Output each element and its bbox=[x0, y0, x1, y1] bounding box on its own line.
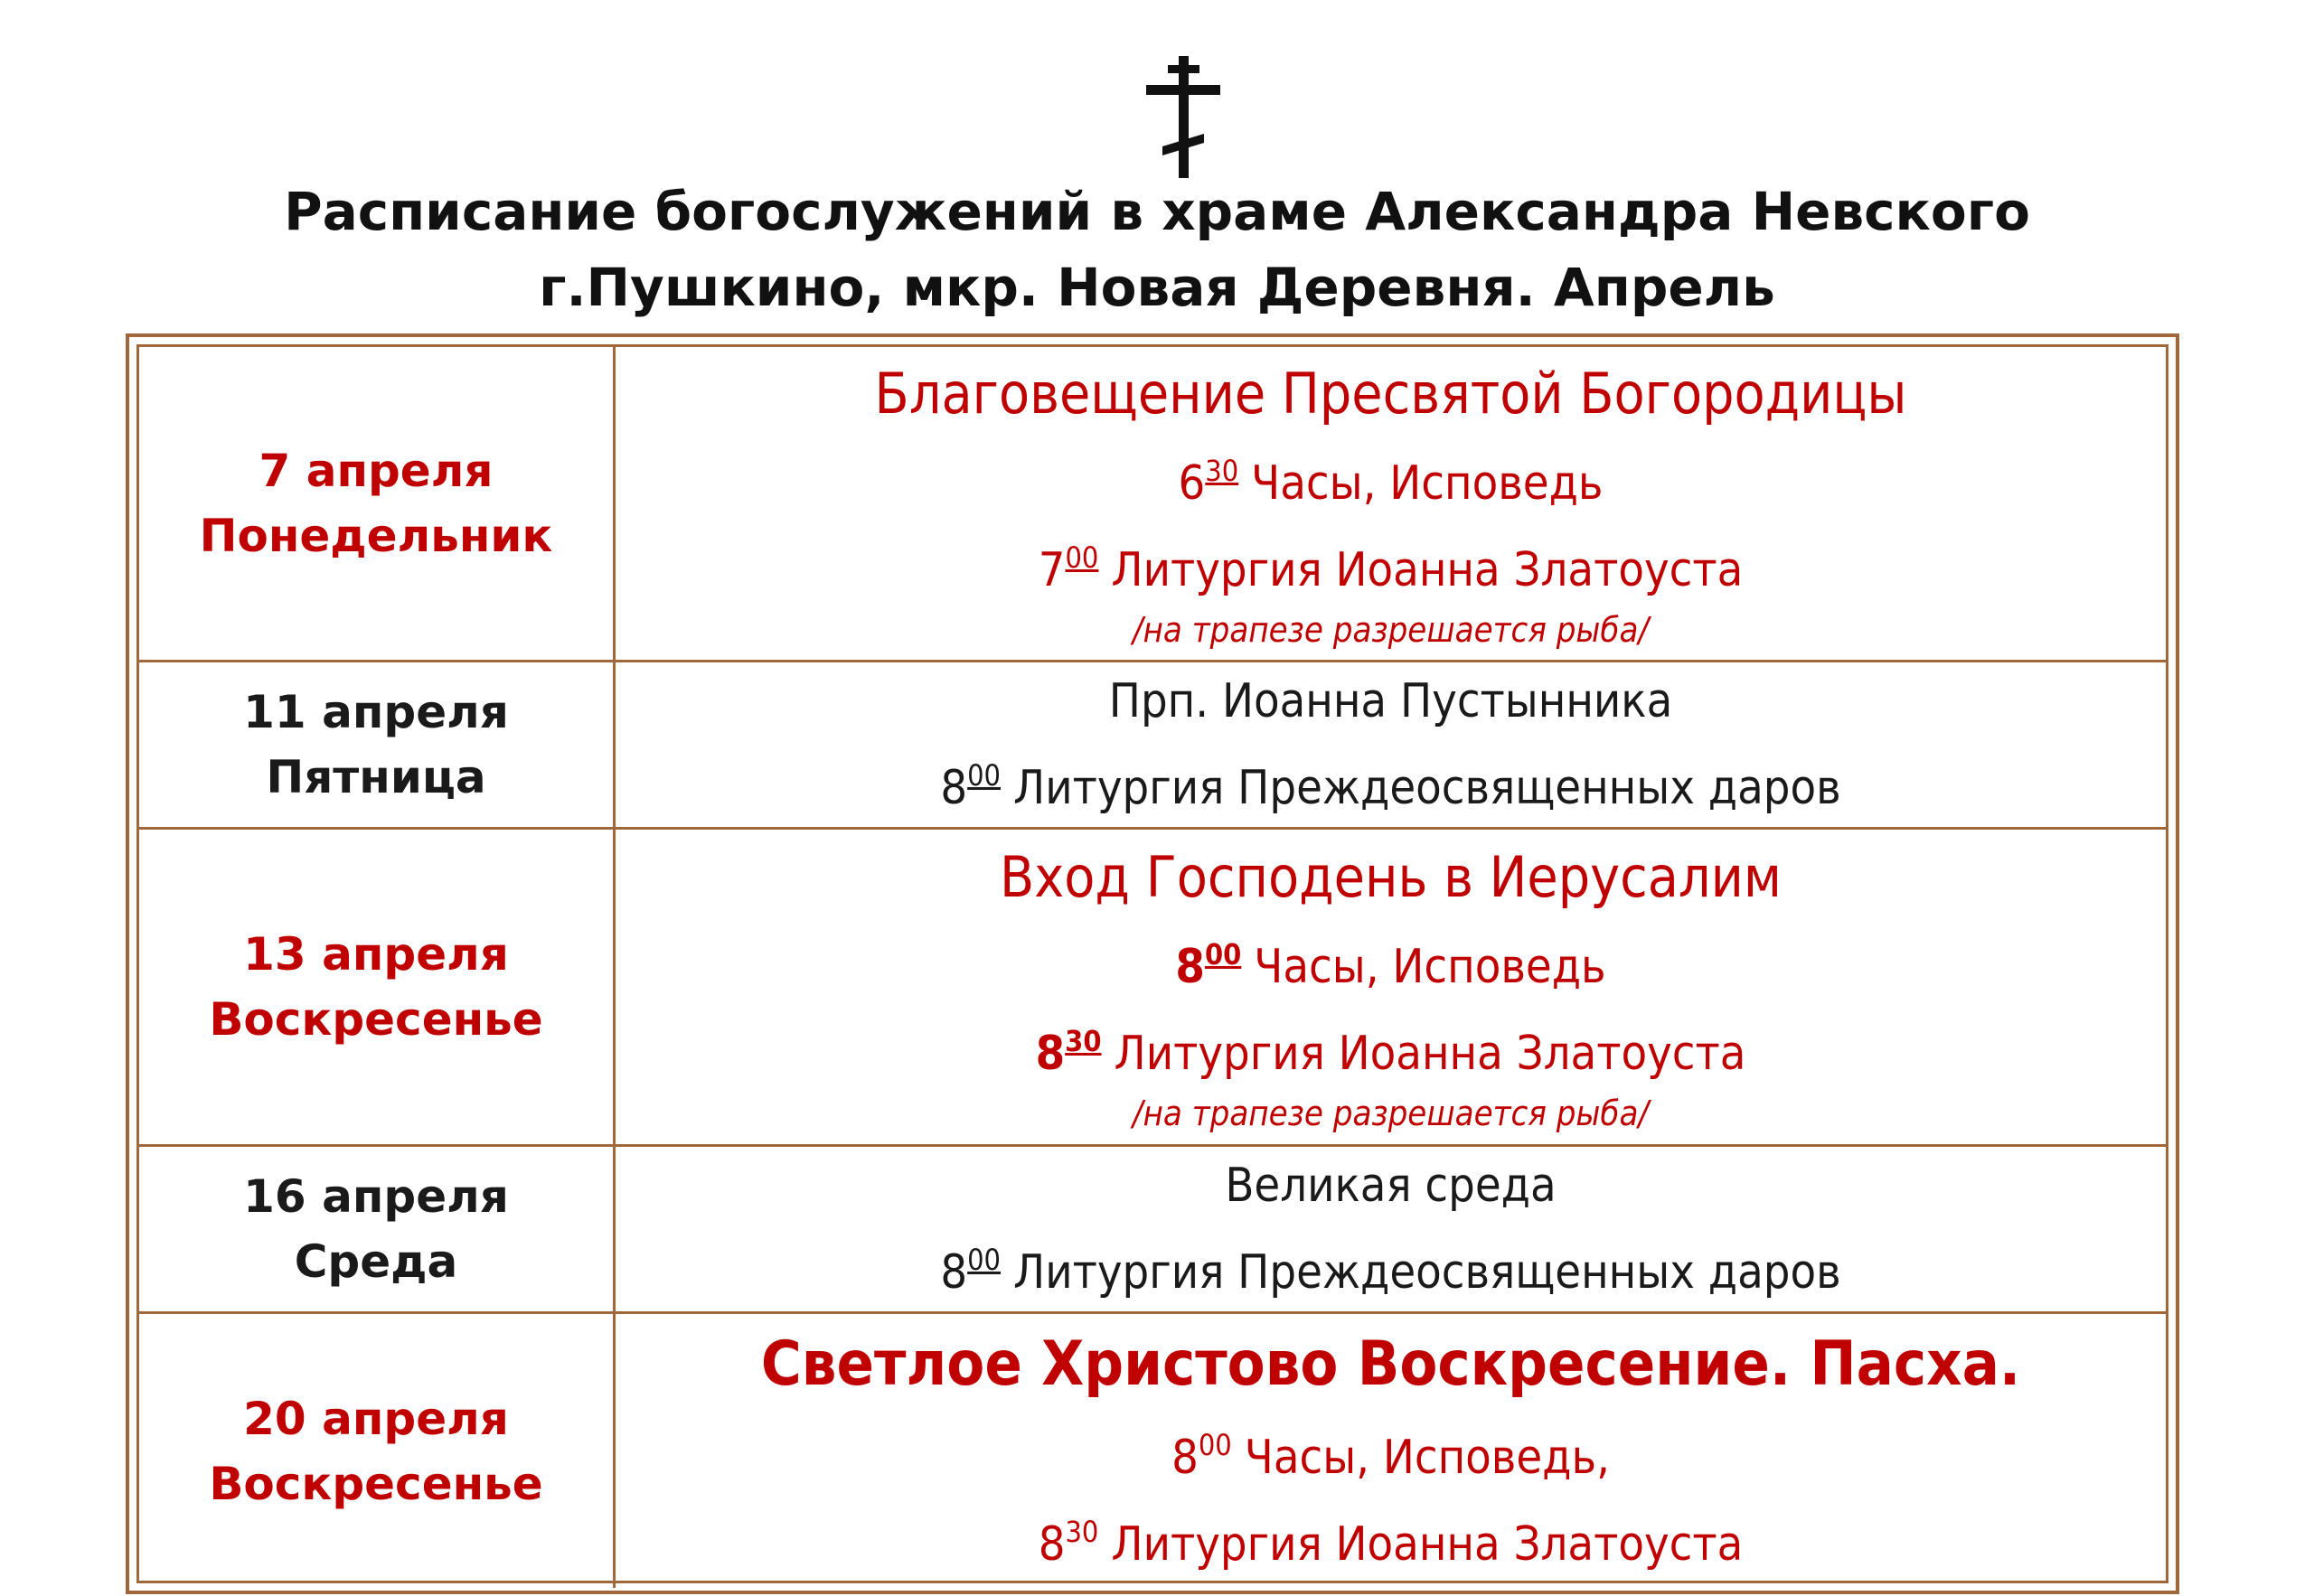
service-hour: 8 bbox=[940, 1244, 968, 1300]
service-minutes: 30 bbox=[1065, 1514, 1099, 1549]
date-label: 16 апреля bbox=[243, 1170, 509, 1223]
service-minutes: 00 bbox=[967, 1243, 1002, 1277]
service-text: Часы, Исповедь bbox=[1254, 940, 1606, 994]
service-cell bbox=[616, 830, 2166, 1144]
table-row bbox=[139, 1147, 2166, 1314]
service-minutes: 00 bbox=[1198, 1427, 1232, 1462]
service-cell bbox=[616, 347, 2166, 660]
table-row bbox=[139, 1314, 2166, 1588]
date-label: 13 апреля bbox=[243, 928, 509, 981]
title-line-1: Расписание богослужений в храме Александра Невского bbox=[284, 181, 2030, 242]
service-text: Часы, Исповедь, bbox=[1244, 1430, 1610, 1485]
table-row bbox=[139, 347, 2166, 662]
service-minutes: 30 bbox=[1065, 1024, 1102, 1058]
service-hour: 8 bbox=[1171, 1430, 1199, 1485]
table-row bbox=[139, 662, 2166, 830]
page-title bbox=[0, 174, 2314, 325]
orthodox-cross-icon bbox=[1143, 56, 1224, 178]
date-cell bbox=[139, 347, 616, 660]
service-minutes: 00 bbox=[1065, 540, 1099, 575]
service-hour: 6 bbox=[1178, 456, 1206, 511]
service-hour: 8 bbox=[1038, 1516, 1066, 1572]
feast-title: Вход Господень в Иерусалим bbox=[1000, 844, 1782, 911]
service-line bbox=[1039, 1495, 1744, 1582]
service-minutes: 00 bbox=[1204, 937, 1242, 972]
date-label: 11 апреля bbox=[243, 686, 509, 738]
service-text: Литургия Преждеосвященных даров bbox=[1013, 760, 1841, 815]
service-line bbox=[1175, 917, 1605, 1004]
weekday-label: Воскресенье bbox=[209, 993, 543, 1046]
table-row bbox=[139, 830, 2166, 1147]
service-line bbox=[1171, 1408, 1610, 1495]
service-line bbox=[1179, 434, 1604, 521]
feast-title: Великая среда bbox=[1225, 1159, 1557, 1213]
title-line-2: г.Пушкино, мкр. Новая Деревня. Апрель bbox=[539, 257, 1775, 318]
feast-title: Светлое Христово Воскресение. Пасха. bbox=[760, 1328, 2021, 1400]
service-text: Литургия Иоанна Златоуста bbox=[1114, 1026, 1746, 1081]
service-note: /на трапезе разрешается рыба/ bbox=[1133, 1093, 1649, 1133]
service-line bbox=[940, 738, 1840, 825]
service-text: Литургия Иоанна Златоуста bbox=[1111, 542, 1744, 597]
weekday-label: Воскресенье bbox=[209, 1457, 543, 1510]
service-line bbox=[940, 1223, 1840, 1310]
date-cell bbox=[139, 1147, 616, 1311]
date-cell bbox=[139, 662, 616, 827]
date-cell bbox=[139, 830, 616, 1144]
service-text: Литургия Иоанна Златоуста bbox=[1111, 1516, 1744, 1572]
service-line bbox=[1039, 521, 1744, 607]
service-note: /на трапезе разрешается рыба/ bbox=[1133, 609, 1649, 650]
schedule-table bbox=[126, 333, 2179, 1594]
service-line bbox=[1036, 1004, 1746, 1091]
service-text: Литургия Преждеосвященных даров bbox=[1013, 1244, 1841, 1300]
schedule-table-inner bbox=[136, 344, 2168, 1583]
feast-title: Благовещение Пресвятой Богородицы bbox=[874, 361, 1907, 427]
service-hour: 7 bbox=[1038, 542, 1066, 597]
date-label: 7 апреля bbox=[259, 445, 494, 497]
feast-title: Прп. Иоанна Пустынника bbox=[1108, 674, 1673, 728]
service-hour: 8 bbox=[1035, 1026, 1066, 1081]
weekday-label: Пятница bbox=[266, 751, 486, 803]
service-cell bbox=[616, 662, 2166, 827]
service-text: Часы, Исповедь bbox=[1251, 456, 1604, 511]
weekday-label: Понедельник bbox=[199, 510, 553, 562]
date-cell bbox=[139, 1314, 616, 1588]
date-label: 20 апреля bbox=[243, 1392, 509, 1445]
service-cell bbox=[616, 1314, 2166, 1588]
service-cell bbox=[616, 1147, 2166, 1311]
service-hour: 8 bbox=[1175, 940, 1205, 994]
service-hour: 8 bbox=[940, 760, 968, 815]
weekday-label: Среда bbox=[294, 1235, 458, 1288]
service-minutes: 00 bbox=[967, 758, 1002, 793]
service-minutes: 30 bbox=[1205, 454, 1239, 489]
